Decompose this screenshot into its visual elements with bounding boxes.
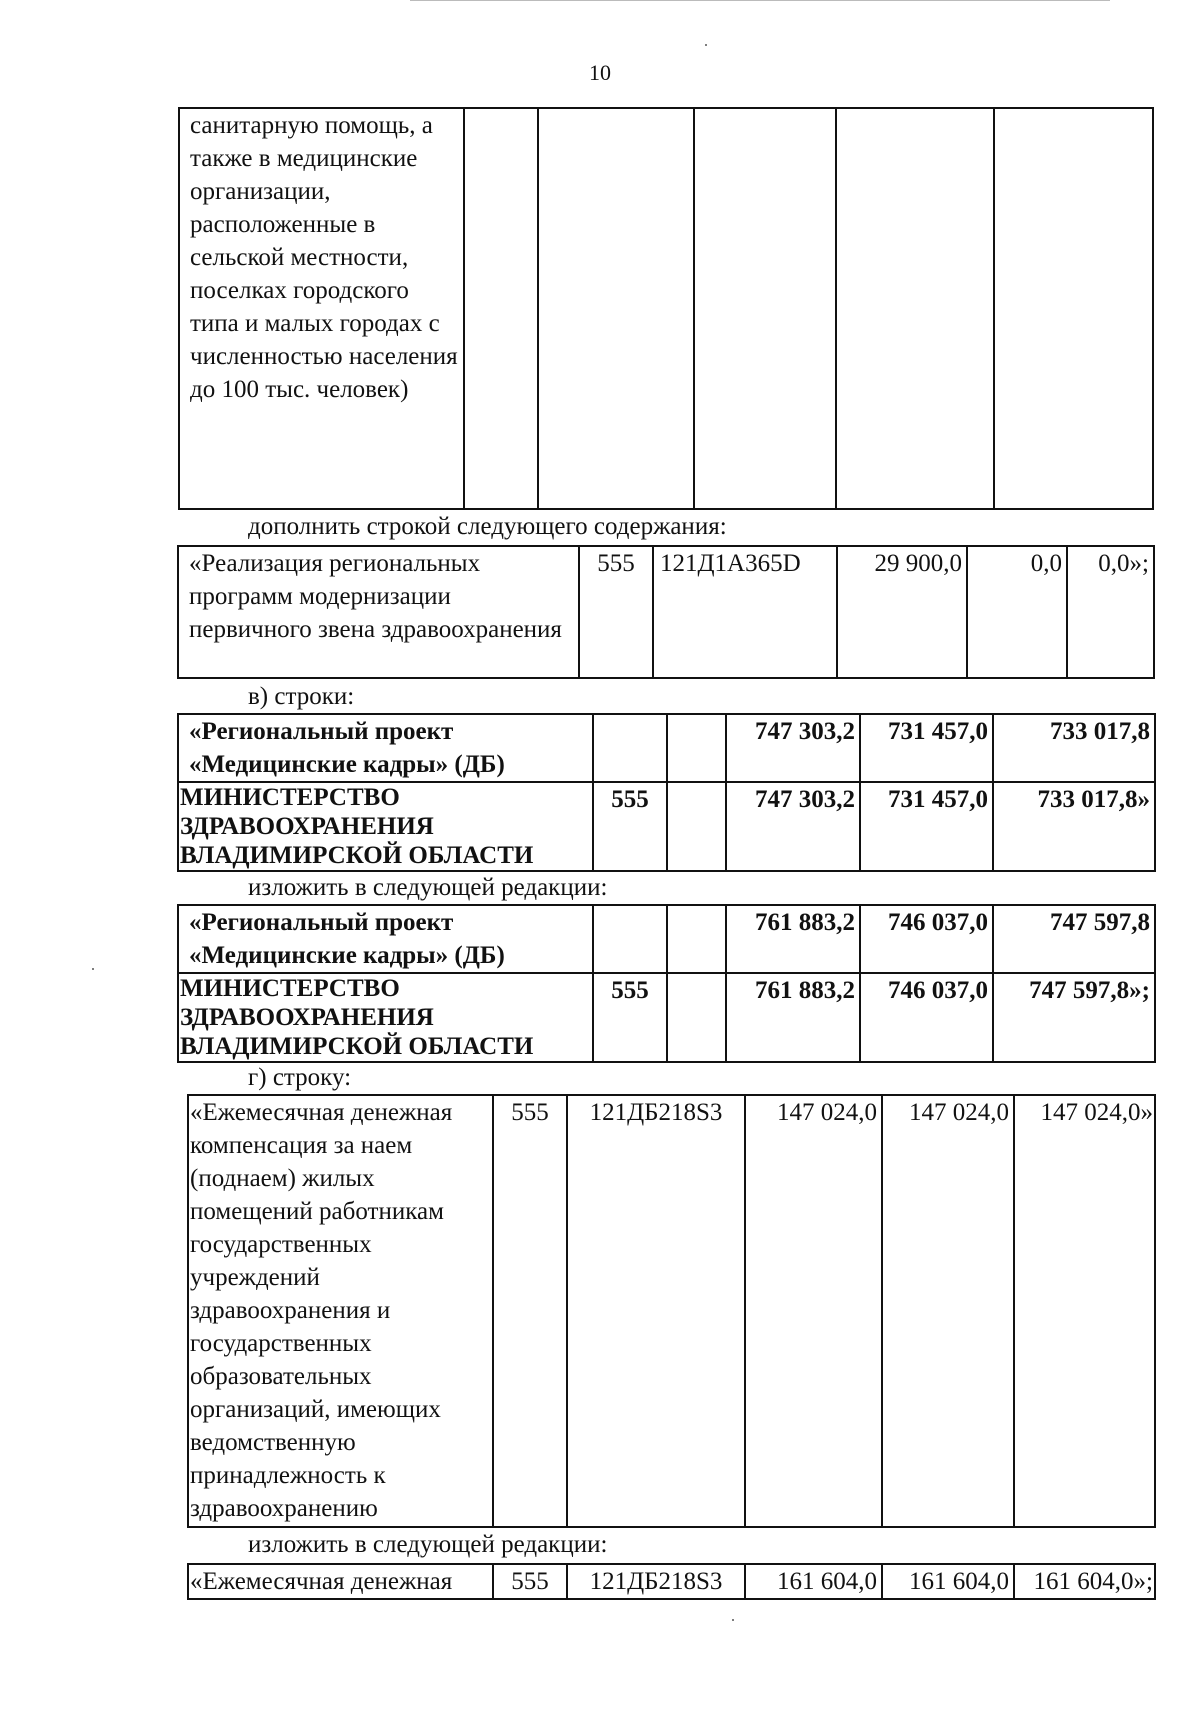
scan-speck [92,968,94,970]
row-name-cell: «Ежемесячная денежная [188,1564,493,1599]
year1-amount-cell: 147 024,0 [745,1095,882,1527]
table-new-rows [177,904,1156,1063]
year1-amount-cell: 161 604,0 [745,1564,882,1599]
year1-amount-cell: 761 883,2 [726,973,860,1062]
csr-code-cell [667,905,726,973]
year3-amount-cell: 0,0»; [1067,546,1154,678]
page-number: 10 [589,60,611,85]
csr-code-cell: 121ДБ218S3 [567,1564,745,1599]
year3-amount-cell: 747 597,8 [993,905,1155,973]
year1-amount-cell: 747 303,2 [726,782,860,871]
instruction-row-g: г) строку: [248,1064,352,1091]
table-row [178,973,1155,1062]
year2-amount-cell: 161 604,0 [882,1564,1014,1599]
empty-cell [694,108,836,509]
instruction-new-edition-2: изложить в следующей редакции: [248,1531,608,1558]
csr-code-cell [667,973,726,1062]
empty-cell [464,108,538,509]
empty-cell [836,108,994,509]
csr-code-cell: 121ДБ218S3 [567,1095,745,1527]
grbs-cell: 555 [493,1564,567,1599]
table-old-rows [177,713,1156,872]
year1-amount-cell: 29 900,0 [837,546,967,678]
grbs-cell: 555 [593,782,667,871]
grbs-cell: 555 [593,973,667,1062]
table-row [178,782,1155,871]
row-name-cell: «Региональный проект «Медицинские кадры» (ДБ) [178,905,593,973]
row-name-cell: «Реализация региональных программ модернизации первичного звена здравоохранения [178,546,579,678]
table-old-compensation [187,1094,1156,1528]
grbs-cell [593,714,667,782]
year2-amount-cell: 746 037,0 [860,905,993,973]
row-name-cell: санитарную помощь, а также в медицинские организации, расположенные в сельской местности, поселках городского типа и малых городах с численностью населения до 100 тыс. человек) [179,108,464,509]
year2-amount-cell: 731 457,0 [860,782,993,871]
year2-amount-cell: 746 037,0 [860,973,993,1062]
table-row [178,905,1155,973]
table-row [178,546,1154,678]
empty-cell [538,108,694,509]
year3-amount-cell: 733 017,8» [993,782,1155,871]
year2-amount-cell: 0,0 [967,546,1067,678]
table-row [179,108,1153,509]
year3-amount-cell: 747 597,8»; [993,973,1155,1062]
scan-top-edge [410,0,1110,1]
table-row [178,714,1155,782]
grbs-cell: 555 [493,1095,567,1527]
table-new-row [177,545,1155,679]
year1-amount-cell: 747 303,2 [726,714,860,782]
row-name-cell: МИНИСТЕРСТВО ЗДРАВООХРАНЕНИЯ ВЛАДИМИРСКОЙ ОБЛАСТИ [178,782,593,871]
grbs-cell [593,905,667,973]
scan-speck [732,1619,734,1621]
row-name-cell: «Региональный проект «Медицинские кадры» (ДБ) [178,714,593,782]
empty-cell [994,108,1153,509]
grbs-cell: 555 [579,546,653,678]
year2-amount-cell: 731 457,0 [860,714,993,782]
row-name-cell: МИНИСТЕРСТВО ЗДРАВООХРАНЕНИЯ ВЛАДИМИРСКОЙ ОБЛАСТИ [178,973,593,1062]
table-row [188,1095,1155,1527]
csr-code-cell [667,714,726,782]
year3-amount-cell: 161 604,0»; [1014,1564,1155,1599]
table-row [188,1564,1155,1599]
scan-speck [705,44,707,46]
row-name-cell: «Ежемесячная денежная компенсация за наем (поднаем) жилых помещений работникам государственных учреждений здравоохранения и государственных образовательных организаций, имеющих ведомственную принадлежность к здравоохранению [188,1095,493,1527]
table-new-compensation [187,1563,1156,1600]
csr-code-cell: 121Д1А365D [653,546,837,678]
table-continuation [178,107,1154,510]
year2-amount-cell: 147 024,0 [882,1095,1014,1527]
year3-amount-cell: 147 024,0» [1014,1095,1155,1527]
csr-code-cell [667,782,726,871]
year3-amount-cell: 733 017,8 [993,714,1155,782]
instruction-new-edition-1: изложить в следующей редакции: [248,874,608,901]
instruction-add-row: дополнить строкой следующего содержания: [248,513,727,540]
instruction-rows-v: в) строки: [248,683,355,710]
year1-amount-cell: 761 883,2 [726,905,860,973]
